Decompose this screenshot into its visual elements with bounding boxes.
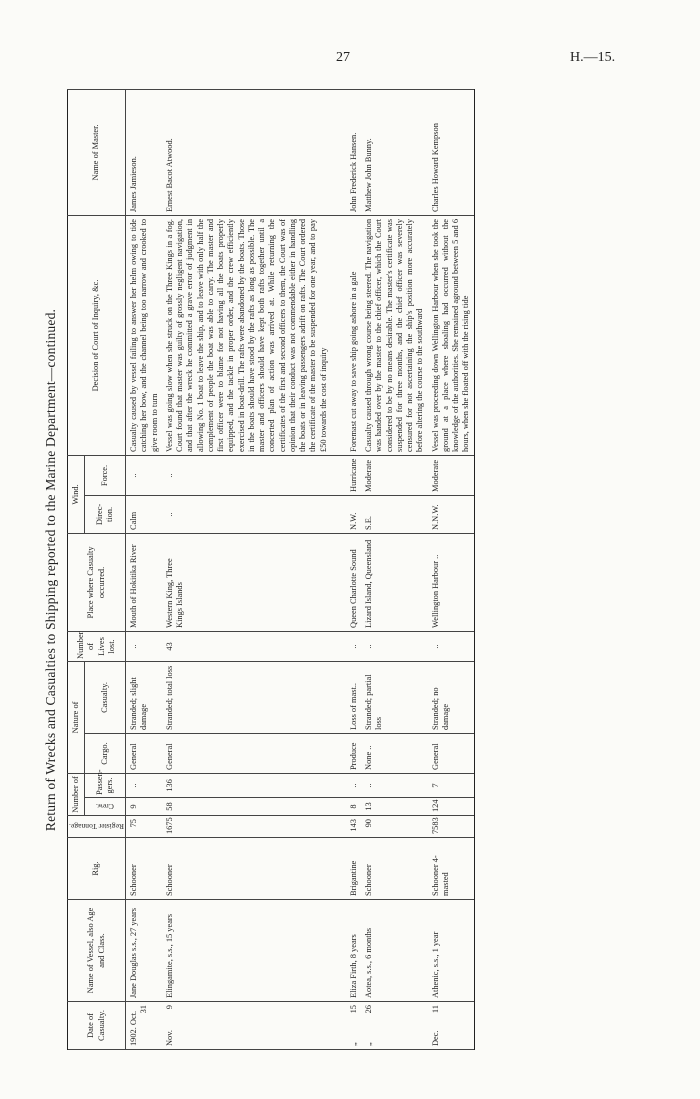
- cell-cargo: General: [162, 733, 331, 773]
- cell-place: Western King, Three Kings Islands: [162, 533, 331, 631]
- cell-force: ..: [126, 455, 162, 495]
- header-rig: Rig.: [68, 838, 126, 900]
- paper-code: H.—15.: [570, 50, 616, 65]
- cell-master: Matthew John Bunny.: [361, 89, 428, 215]
- header-master: Name of Master.: [68, 89, 126, 215]
- cell-force: Moderate: [428, 455, 475, 495]
- cell-tonnage: 75: [126, 816, 162, 838]
- cell-lives: ..: [126, 631, 162, 661]
- cell-casualty: Loss of mast..: [346, 661, 361, 733]
- cell-crew: 9: [126, 798, 162, 816]
- date-day: 26: [364, 1005, 374, 1014]
- cell-lives: ..: [361, 631, 428, 661]
- cell-crew: 13: [361, 798, 428, 816]
- header-decision: Decision of Court of Inquiry, &c.: [68, 215, 126, 455]
- header-vessel: Name of Vessel, also Age and Class.: [68, 900, 126, 1002]
- cell-cargo: None ..: [361, 733, 428, 773]
- cell-passengers: ..: [346, 773, 361, 797]
- return-title: Return of Wrecks and Casualties to Shipping reported to the Marine Department—continued.: [43, 308, 58, 832]
- header-lives-lost: Number of Lives lost.: [68, 631, 126, 661]
- table-row: [361, 89, 428, 1049]
- cell-vessel: Elingamite, s.s., 15 years: [162, 900, 331, 1002]
- header-wind-force: Force.: [85, 455, 126, 495]
- date-month: „: [348, 1042, 358, 1046]
- header-tonnage: [68, 816, 126, 838]
- date-month: „: [364, 1042, 374, 1046]
- cell-cargo: General: [126, 733, 162, 773]
- cell-decision: Vessel was proceeding down Wellington Harbour when she took the ground at a place where shoaling had occurred without the knowledge of the authorities. She remained aground between 5 and 6 hours, when she floated off with the rising tide: [428, 215, 475, 455]
- page-number: 27: [336, 50, 350, 65]
- cell-decision: Vessel was going slow when she struck on the Three Kings in a fog. Court found that master was guilty of grossly negligent navigation, and that after the wreck he committed a grave error of judgment in allowing No. 1 boat to leave the ship, and to leave with only half the complement of people the boat was able to carry. The master and first officer were to blame for not having all the boats properly equipped, and the tackle in proper order, and the crew efficiently exercised in boat-drill. The rafts were abandoned by the boats. Those in the boats should have stood by the rafts as long as possible. The master and officers should have kept both rafts together until a concerted plan of action was arrived at. While returning the certificates of the first and second officers to them, the Court was of opinion that their conduct was not commendable either in handling the boats or in leaving passengers adrift on rafts. The Court ordered the certificate of the master to be suspended for one year, and to pay £50 towards the cost of inquiry: [162, 215, 331, 455]
- cell-rig: Schooner: [126, 838, 162, 900]
- cell-master: Ernest Bacot Atwood.: [162, 89, 331, 215]
- cell-cargo: General: [428, 733, 475, 773]
- cell-decision: Casualty caused by vessel failing to answer her helm owing to tide catching her bow, and the channel being too narrow and crooked to give room to turn: [126, 215, 162, 455]
- header-crew: [85, 798, 126, 816]
- cell-cargo: Produce: [346, 733, 361, 773]
- cell-passengers: ..: [361, 773, 428, 797]
- cell-lives: 43: [162, 631, 331, 661]
- cell-force: ..: [162, 455, 331, 495]
- cell-vessel: Eliza Firth, 8 years: [346, 900, 361, 1002]
- cell-date: [428, 1002, 475, 1050]
- header-crew-label: Crew.: [96, 802, 114, 812]
- header-cargo: Cargo.: [85, 733, 126, 773]
- date-month: 1902. Oct.: [129, 1010, 139, 1046]
- cell-tonnage: 143: [346, 816, 361, 838]
- cell-passengers: 136: [162, 773, 331, 797]
- cell-vessel: Jane Douglas s.s., 27 years: [126, 900, 162, 1002]
- header-wind: Wind.: [68, 455, 85, 533]
- header-wind-direction: Direc-tion.: [85, 495, 126, 533]
- table-row: [346, 89, 361, 1049]
- rotated-page-content: [35, 70, 635, 1070]
- table-row: [428, 89, 475, 1049]
- header-casualty: Casualty.: [85, 661, 126, 733]
- cell-date: [361, 1002, 428, 1050]
- cell-crew: 124: [428, 798, 475, 816]
- cell-date: [162, 1002, 331, 1050]
- date-day: 9: [164, 1005, 174, 1010]
- header-passengers: Passen-gers.: [85, 773, 126, 797]
- cell-crew: 58: [162, 798, 331, 816]
- cell-direction: ..: [162, 495, 331, 533]
- cell-place: Queen Charlotte Sound: [346, 533, 361, 631]
- cell-direction: N.W.: [346, 495, 361, 533]
- cell-tonnage: 7583: [428, 816, 475, 838]
- date-day: 11: [430, 1005, 440, 1014]
- cell-force: Moderate: [361, 455, 428, 495]
- wrecks-table: [67, 89, 475, 1050]
- cell-vessel: Athenic, s.s., 1 year: [428, 900, 475, 1002]
- cell-vessel: Aotea, s.s., 6 months: [361, 900, 428, 1002]
- cell-place: Mouth of Hokitika River: [126, 533, 162, 631]
- header-nature-of: Nature of: [68, 661, 85, 773]
- cell-direction: N.N.W.: [428, 495, 475, 533]
- cell-decision: Casualty caused through wrong course being steered. The navigation was handed over by the master to the chief officer, which the Court considered to be by no means desirable. The master's certificate was suspended for three months, and the chief officer was severely censured for not ascertaining the ship's position more accurately before altering the course to the southward: [361, 215, 428, 455]
- cell-rig: Schooner: [361, 838, 428, 900]
- cell-rig: Brigantine: [346, 838, 361, 900]
- cell-master: John Frederick Hansen.: [346, 89, 361, 215]
- date-day: 31: [139, 1005, 149, 1014]
- date-month: Nov.: [164, 1030, 174, 1046]
- date-day: 15: [348, 1005, 358, 1014]
- cell-decision: Foremast cut away to save ship going ashore in a gale: [346, 215, 361, 455]
- cell-passengers: 7: [428, 773, 475, 797]
- table-spacer-row: [331, 89, 346, 1049]
- table-row: [162, 89, 331, 1049]
- cell-tonnage: 90: [361, 816, 428, 838]
- cell-lives: ..: [346, 631, 361, 661]
- cell-force: Hurricane: [346, 455, 361, 495]
- cell-date: [126, 1002, 162, 1050]
- date-month: Dec.: [430, 1030, 440, 1046]
- cell-place: Lizard Island, Queensland: [361, 533, 428, 631]
- cell-date: [346, 1002, 361, 1050]
- cell-casualty: Stranded; partial loss: [361, 661, 428, 733]
- cell-tonnage: 1675: [162, 816, 331, 838]
- cell-casualty: Stranded; no damage: [428, 661, 475, 733]
- cell-direction: Calm: [126, 495, 162, 533]
- cell-rig: Schooner 4-masted: [428, 838, 475, 900]
- cell-master: Charles Howard Kempson: [428, 89, 475, 215]
- header-date: Date of Casualty.: [68, 1002, 126, 1050]
- header-number-of: Number of: [68, 773, 85, 815]
- cell-rig: Schooner: [162, 838, 331, 900]
- cell-casualty: Stranded; total loss: [162, 661, 331, 733]
- cell-direction: S.E.: [361, 495, 428, 533]
- header-place: Place where Casualty occurred.: [68, 533, 126, 631]
- table-row: [126, 89, 162, 1049]
- cell-master: James Jamieson.: [126, 89, 162, 215]
- cell-lives: ..: [428, 631, 475, 661]
- cell-place: Wellington Harbour ..: [428, 533, 475, 631]
- header-tonnage-label: Register Tonnage.: [69, 822, 125, 832]
- cell-casualty: Stranded; slight damage: [126, 661, 162, 733]
- cell-passengers: ..: [126, 773, 162, 797]
- cell-crew: 8: [346, 798, 361, 816]
